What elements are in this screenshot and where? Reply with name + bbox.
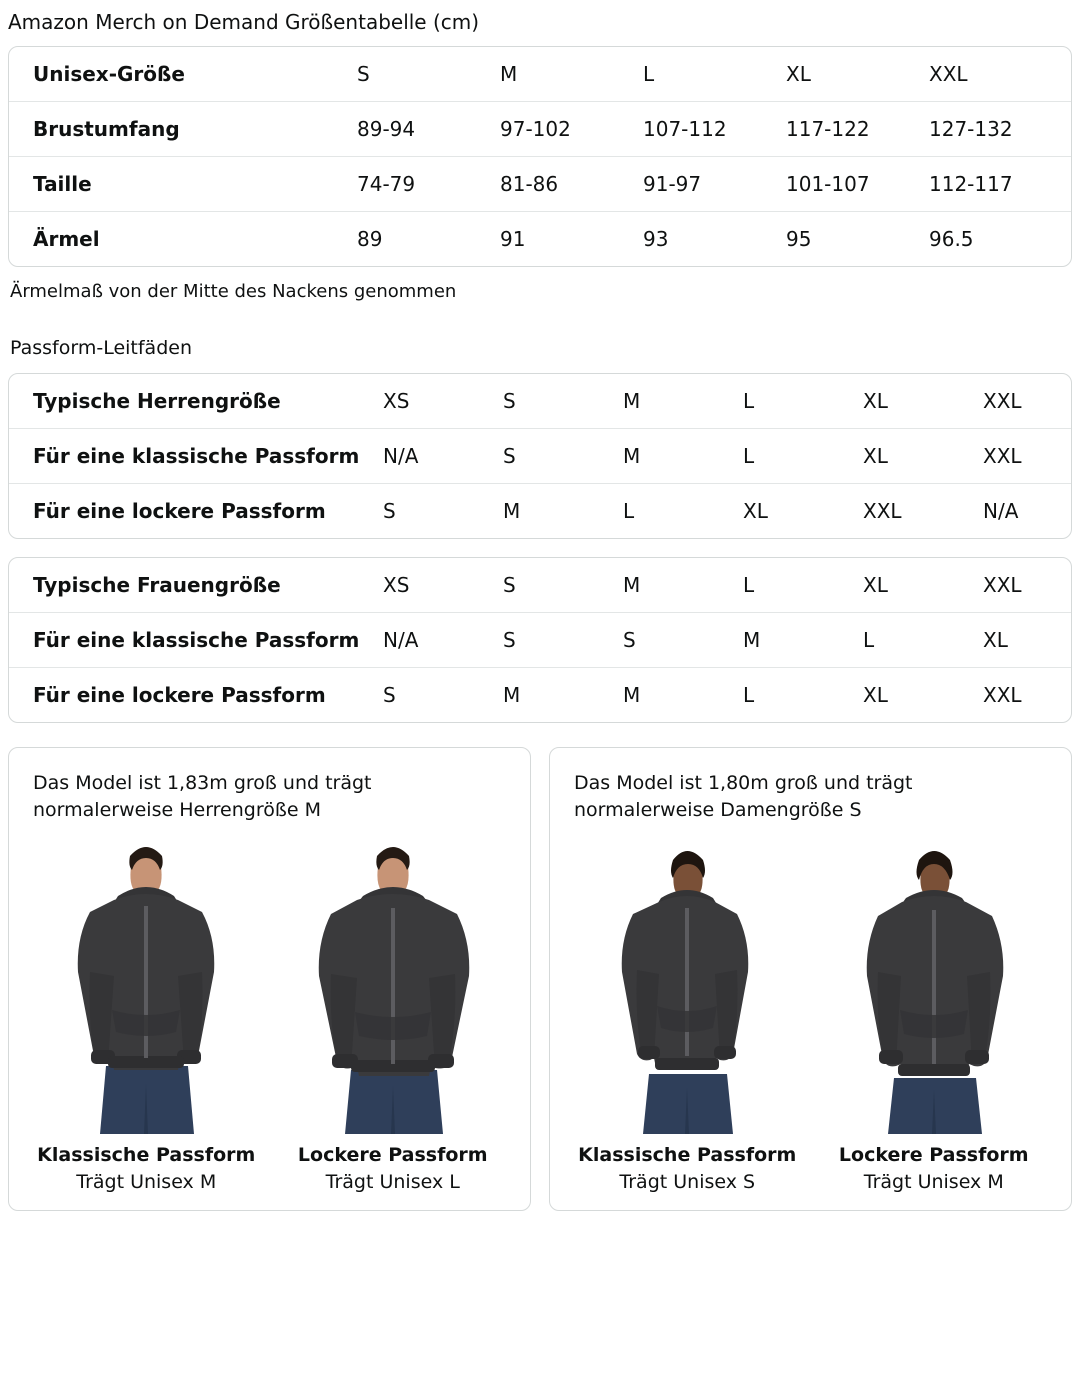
row-value: XL: [863, 374, 983, 429]
row-value: 91: [500, 227, 526, 251]
male-classic-fit-title: Klassische Passform: [37, 1144, 256, 1166]
row-value: M: [500, 47, 643, 102]
female-relaxed-fit-sub: Trägt Unisex M: [863, 1171, 1004, 1193]
female-relaxed-fit-figure: [815, 834, 1054, 1196]
female-classic-hoodie-illustration: [577, 834, 797, 1134]
row-value: 89: [357, 227, 383, 251]
row-label: Unisex-Größe: [9, 47, 357, 102]
female-model-card: [549, 747, 1072, 1211]
row-value: 107-112: [643, 102, 786, 157]
row-label: Brustumfang: [9, 102, 357, 157]
row-value: 93: [643, 227, 669, 251]
table-row: [9, 558, 1072, 613]
row-label: Ärmel: [33, 227, 100, 251]
row-label: Typische Frauengröße: [9, 558, 383, 613]
row-value: S: [623, 613, 743, 668]
row-value: S: [503, 558, 623, 613]
row-value: L: [623, 499, 635, 523]
female-relaxed-hoodie-illustration: [824, 834, 1044, 1134]
unisex-size-table-card: [8, 46, 1072, 267]
row-value: 96.5: [929, 227, 974, 251]
row-value: 89-94: [357, 102, 500, 157]
male-classic-hoodie-illustration: [36, 834, 256, 1134]
row-value: XL: [786, 47, 929, 102]
row-value: M: [623, 429, 743, 484]
row-label: Taille: [9, 157, 357, 212]
table-row: [9, 484, 1072, 539]
row-value: L: [743, 558, 863, 613]
row-label: Für eine klassische Passform: [9, 613, 383, 668]
row-value: S: [503, 613, 623, 668]
row-value: M: [623, 683, 641, 707]
table-row: [9, 212, 1072, 267]
row-label: Für eine klassische Passform: [9, 429, 383, 484]
mens-fit-table-card: [8, 373, 1072, 539]
mens-fit-table: [9, 374, 1072, 538]
row-value: XS: [383, 558, 503, 613]
table-row: [9, 429, 1072, 484]
female-classic-fit-sub: Trägt Unisex S: [619, 1171, 756, 1193]
row-value: XXL: [983, 374, 1072, 429]
table-row: [9, 374, 1072, 429]
row-value: XL: [863, 429, 983, 484]
female-model-caption: Das Model ist 1,80m groß und trägt normalerweise Damengröße S: [574, 772, 913, 821]
row-value: XS: [383, 374, 503, 429]
row-value: XXL: [929, 47, 1072, 102]
row-value: 81-86: [500, 157, 643, 212]
row-value: XXL: [983, 429, 1072, 484]
unisex-size-table: [9, 47, 1072, 266]
womens-fit-table: [9, 558, 1072, 722]
table-row: [9, 47, 1072, 102]
row-value: M: [743, 613, 863, 668]
female-classic-fit-figure: [568, 834, 807, 1196]
male-model-figures: [27, 834, 512, 1196]
row-value: L: [863, 613, 983, 668]
model-cards: [8, 747, 1072, 1211]
sleeve-measurement-note: Ärmelmaß von der Mitte des Nackens genommen: [10, 281, 457, 302]
fit-guides-title: Passform-Leitfäden: [10, 337, 192, 359]
row-value: S: [383, 499, 396, 523]
male-classic-fit-sub: Trägt Unisex M: [76, 1171, 217, 1193]
row-value: 95: [786, 227, 812, 251]
row-value: 117-122: [786, 102, 929, 157]
row-value: 127-132: [929, 102, 1072, 157]
row-value: XXL: [863, 499, 902, 523]
row-value: L: [743, 429, 863, 484]
row-value: XL: [863, 683, 888, 707]
row-value: M: [503, 683, 521, 707]
male-relaxed-fit-figure: [274, 834, 513, 1196]
row-value: L: [743, 374, 863, 429]
spacer: [8, 539, 1072, 557]
row-label: Für eine lockere Passform: [33, 499, 326, 523]
row-value: S: [503, 374, 623, 429]
row-label: Typische Herrengröße: [9, 374, 383, 429]
row-value: M: [623, 374, 743, 429]
page-title: Amazon Merch on Demand Größentabelle (cm): [8, 10, 480, 34]
female-classic-fit-title: Klassische Passform: [578, 1144, 797, 1166]
male-relaxed-fit-sub: Trägt Unisex L: [325, 1171, 460, 1193]
female-model-figures: [568, 834, 1053, 1196]
table-row: [9, 668, 1072, 723]
row-value: XL: [863, 558, 983, 613]
row-value: N/A: [383, 613, 503, 668]
row-value: 97-102: [500, 102, 643, 157]
row-value: N/A: [983, 499, 1019, 523]
row-value: N/A: [383, 429, 503, 484]
row-value: XL: [983, 613, 1072, 668]
male-relaxed-hoodie-illustration: [283, 834, 503, 1134]
row-value: L: [743, 683, 755, 707]
row-value: S: [383, 683, 396, 707]
row-value: M: [623, 558, 743, 613]
row-value: XL: [743, 499, 768, 523]
row-value: 91-97: [643, 157, 786, 212]
row-value: 74-79: [357, 157, 500, 212]
male-model-card: [8, 747, 531, 1211]
row-label: Für eine lockere Passform: [33, 683, 326, 707]
row-value: XXL: [983, 683, 1022, 707]
male-model-caption: Das Model ist 1,83m groß und trägt normalerweise Herrengröße M: [33, 772, 372, 821]
row-value: 112-117: [929, 157, 1072, 212]
row-value: S: [357, 47, 500, 102]
row-value: XXL: [983, 558, 1072, 613]
row-value: S: [503, 429, 623, 484]
female-relaxed-fit-title: Lockere Passform: [838, 1144, 1029, 1166]
table-row: [9, 613, 1072, 668]
row-value: L: [643, 47, 786, 102]
table-row: [9, 157, 1072, 212]
table-row: [9, 102, 1072, 157]
male-classic-fit-figure: [27, 834, 266, 1196]
row-value: 101-107: [786, 157, 929, 212]
womens-fit-table-card: [8, 557, 1072, 723]
male-relaxed-fit-title: Lockere Passform: [297, 1144, 488, 1166]
row-value: M: [503, 499, 521, 523]
